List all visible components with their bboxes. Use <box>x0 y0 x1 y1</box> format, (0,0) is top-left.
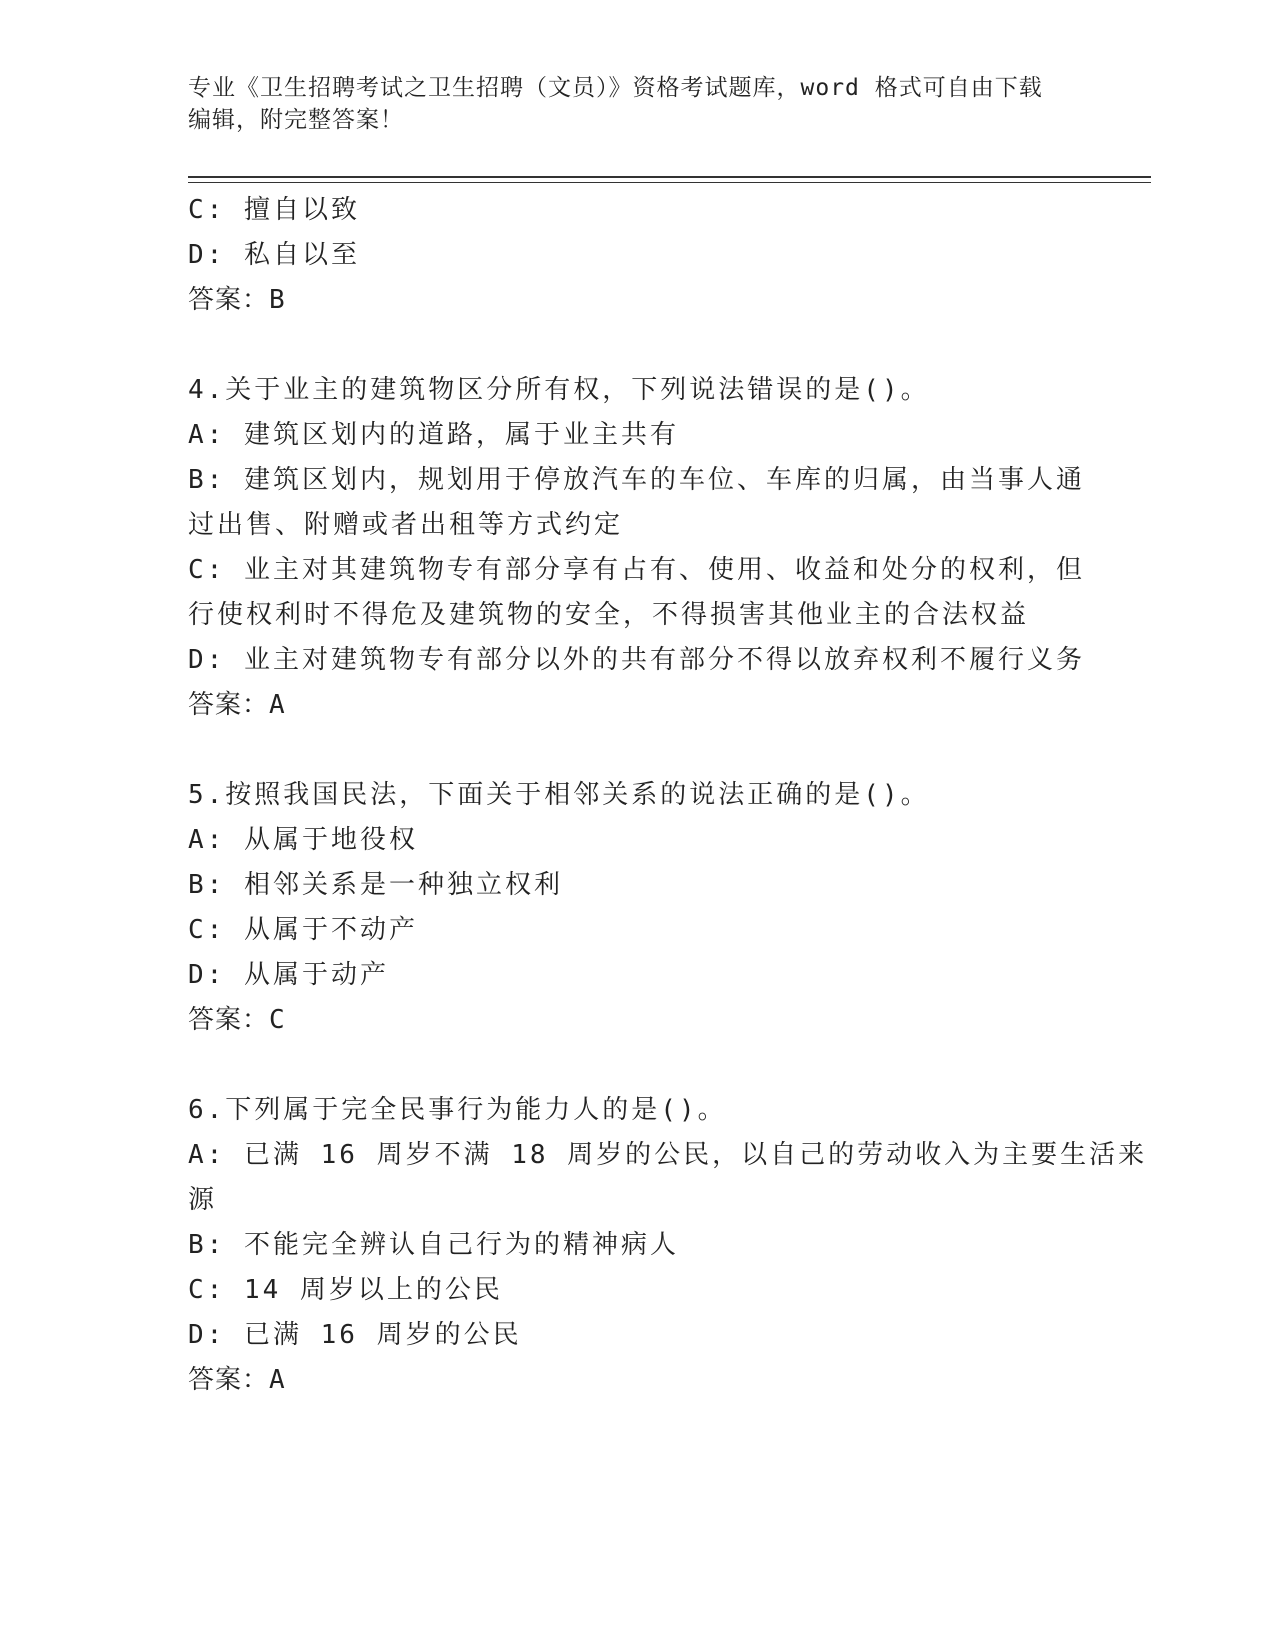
q5-option-c: C: 从属于不动产 <box>188 915 418 945</box>
q6-option-c: C: 14 周岁以上的公民 <box>188 1275 503 1305</box>
q4-option-b-line-1: B: 建筑区划内，规划用于停放汽车的车位、车库的归属，由当事人通 <box>188 465 1085 495</box>
spacer <box>188 1043 1088 1088</box>
q3-answer: 答案：B <box>188 285 286 315</box>
q5-option-d: D: 从属于动产 <box>188 960 389 990</box>
question-3-tail <box>188 188 1088 323</box>
q4-question: 4.关于业主的建筑物区分所有权，下列说法错误的是()。 <box>188 375 930 405</box>
question-6 <box>188 1088 1148 1403</box>
q5-option-a: A: 从属于地役权 <box>188 825 418 855</box>
q3-option-c: C: 擅自以致 <box>188 195 360 225</box>
q4-option-a: A: 建筑区划内的道路，属于业主共有 <box>188 420 679 450</box>
q3-option-d: D: 私自以至 <box>188 240 360 270</box>
q5-answer: 答案：C <box>188 1005 286 1035</box>
question-5 <box>188 773 1088 1043</box>
q5-question: 5.按照我国民法，下面关于相邻关系的说法正确的是()。 <box>188 780 930 810</box>
header-divider-thin <box>188 182 1151 183</box>
q6-option-b: B: 不能完全辨认自己行为的精神病人 <box>188 1230 679 1260</box>
q5-option-b: B: 相邻关系是一种独立权利 <box>188 870 563 900</box>
q6-option-d: D: 已满 16 周岁的公民 <box>188 1320 522 1350</box>
question-list <box>188 188 1148 1403</box>
q4-option-c-line-2: 行使权利时不得危及建筑物的安全，不得损害其他业主的合法权益 <box>188 600 1030 630</box>
q4-option-c-line-1: C: 业主对其建筑物专有部分享有占有、使用、收益和处分的权利，但 <box>188 555 1085 585</box>
q4-answer: 答案：A <box>188 690 286 720</box>
q4-option-b-line-2: 过出售、附赠或者出租等方式约定 <box>188 510 624 540</box>
header-line-2: 编辑，附完整答案！ <box>188 107 404 133</box>
q6-option-a-line-1: A: 已满 16 周岁不满 18 周岁的公民，以自己的劳动收入为主要生活来 <box>188 1140 1148 1170</box>
document-header <box>188 72 1088 136</box>
spacer <box>188 728 1088 773</box>
q6-option-a-line-2: 源 <box>188 1185 218 1215</box>
q6-question: 6.下列属于完全民事行为能力人的是()。 <box>188 1095 727 1125</box>
header-line-1: 专业《卫生招聘考试之卫生招聘（文员）》资格考试题库，word 格式可自由下载 <box>188 75 1043 101</box>
header-divider-thick <box>188 176 1151 178</box>
question-4 <box>188 368 1088 728</box>
spacer <box>188 323 1088 368</box>
q4-option-d: D: 业主对建筑物专有部分以外的共有部分不得以放弃权利不履行义务 <box>188 645 1085 675</box>
q6-answer: 答案：A <box>188 1365 286 1395</box>
